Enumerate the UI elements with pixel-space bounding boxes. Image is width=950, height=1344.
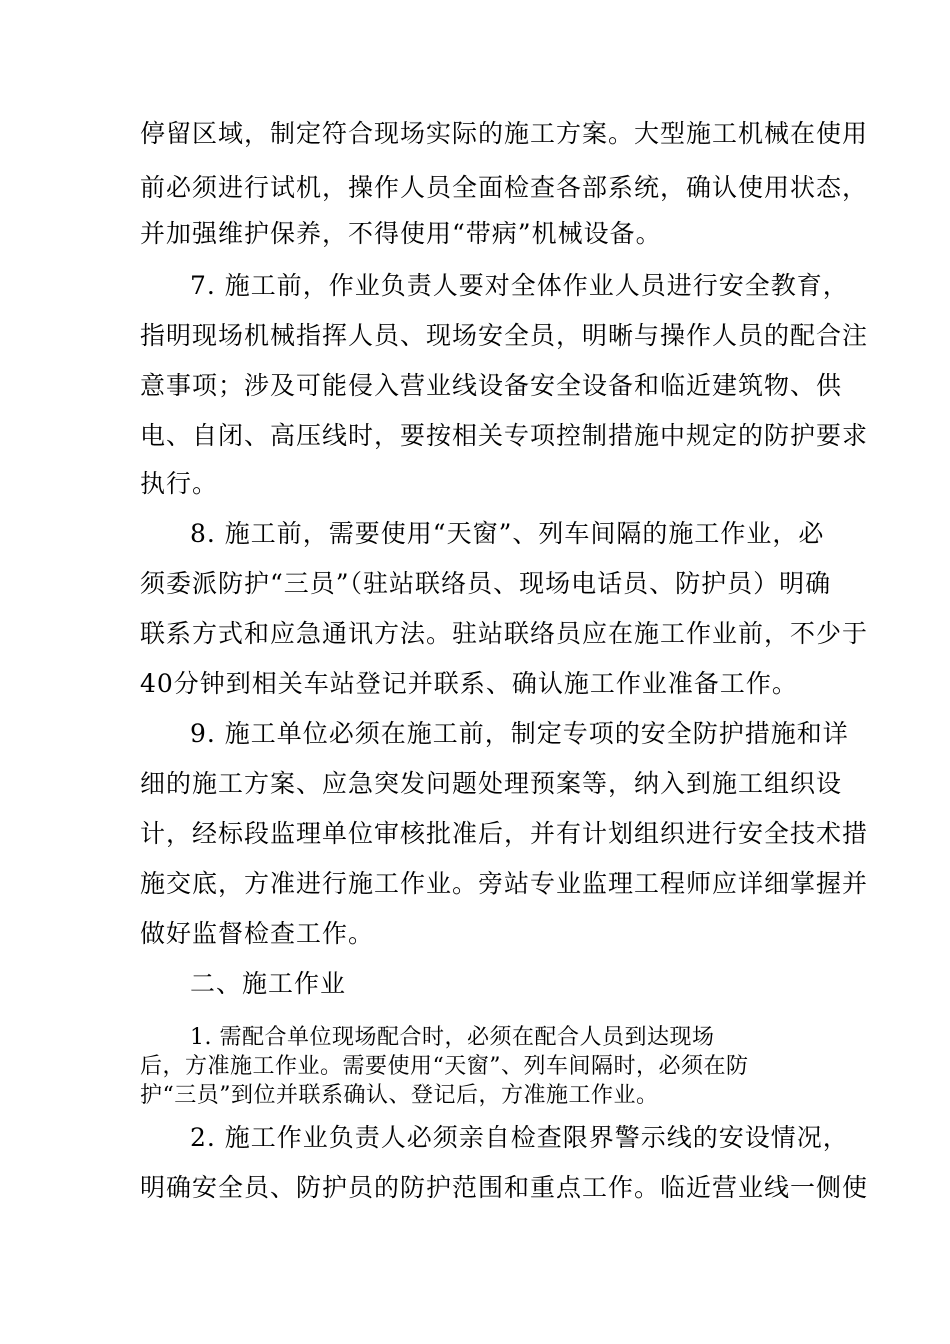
- paragraph-7-first-line: 7. 施工前，作业负责人要对全体作业人员进行安全教育，: [190, 271, 849, 300]
- text-line: 电、自闭、高压线时，要按相关专项控制措施中规定的防护要求: [140, 421, 869, 450]
- text-line: 并加强维护保养，不得使用“带病”机械设备。: [140, 219, 662, 248]
- text-line: 停留区域，制定符合现场实际的施工方案。大型施工机械在使用: [140, 119, 869, 148]
- text-line: 指明现场机械指挥人员、现场安全员，明晰与操作人员的配合注: [140, 321, 869, 350]
- paragraph-1-first-line: 1. 需配合单位现场配合时，必须在配合人员到达现场: [190, 1025, 715, 1050]
- text-line: 做好监督检查工作。: [140, 919, 375, 948]
- text-line: 40分钟到相关车站登记并联系、确认施工作业准备工作。: [140, 669, 798, 698]
- text-line: 意事项；涉及可能侵入营业线设备安全设备和临近建筑物、供: [140, 371, 843, 400]
- text-line: 联系方式和应急通讯方法。驻站联络员应在施工作业前，不少于: [140, 619, 869, 648]
- text-line: 后，方准施工作业。需要使用“天窗”、列车间隔时，必须在防: [140, 1054, 749, 1079]
- text-line: 须委派防护“三员”（驻站联络员、现场电话员、防护员）明确: [140, 569, 832, 598]
- text-line: 计，经标段监理单位审核批准后，并有计划组织进行安全技术措: [140, 819, 869, 848]
- text-line: 细的施工方案、应急突发问题处理预案等，纳入到施工组织设: [140, 769, 843, 798]
- text-line: 明确安全员、防护员的防护范围和重点工作。临近营业线一侧使: [140, 1173, 869, 1202]
- text-line: 前必须进行试机，操作人员全面检查各部系统，确认使用状态，: [140, 173, 869, 202]
- paragraph-8-first-line: 8. 施工前，需要使用“天窗”、列车间隔的施工作业，必: [190, 519, 825, 548]
- text-line: 施交底，方准进行施工作业。旁站专业监理工程师应详细掌握并: [140, 869, 869, 898]
- paragraph-2-first-line: 2. 施工作业负责人必须亲自检查限界警示线的安设情况，: [190, 1123, 849, 1152]
- section-heading: 二、施工作业: [190, 969, 347, 998]
- paragraph-9-first-line: 9. 施工单位必须在施工前，制定专项的安全防护措施和详: [190, 719, 849, 748]
- text-line: 执行。: [140, 469, 219, 498]
- text-line: 护“三员”到位并联系确认、登记后，方准施工作业。: [140, 1083, 659, 1108]
